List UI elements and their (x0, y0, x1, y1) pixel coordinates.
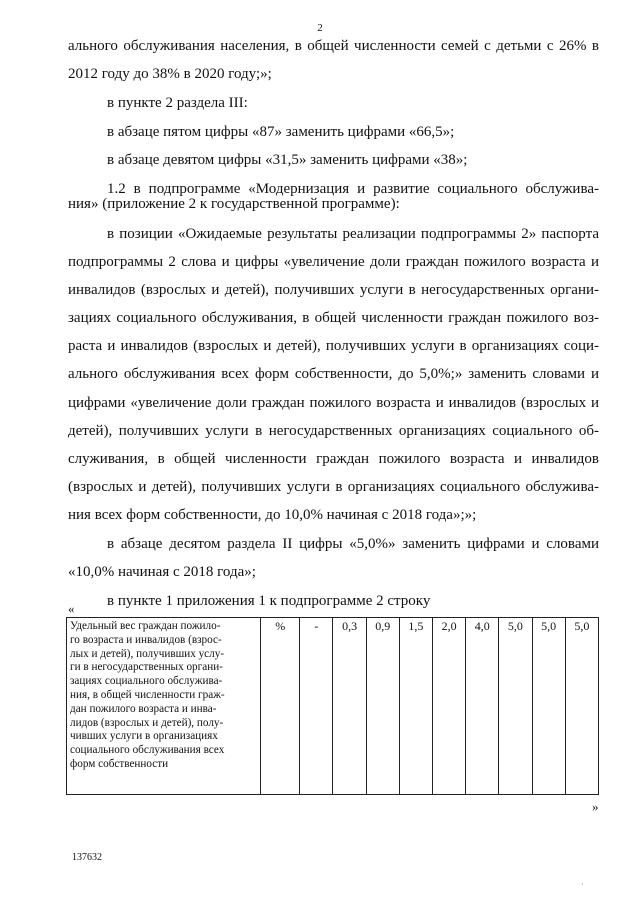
description-line: форм собственности (70, 757, 169, 770)
description-line: зациях социального обслужива- (70, 675, 223, 688)
value-cell: 0,3 (333, 618, 366, 795)
value-cell: 5,0 (532, 618, 565, 795)
value-cell: - (300, 618, 333, 795)
paragraph-line: ального обслуживания населения, в общей численности семей с детьми с 26% в (68, 38, 599, 54)
indicator-description-cell (67, 618, 261, 795)
paragraph-line: в абзаце пятом цифры «87» заменить цифрами «66,5»; (107, 124, 455, 140)
paragraph-line: (взрослых и детей), получивших услуги в организациях социального обслужива- (68, 479, 599, 495)
paragraph-line: раста и инвалидов (взрослых и детей), получивших услуги в организациях соци- (68, 338, 599, 354)
page-number: 2 (317, 22, 323, 34)
value-cell: 0,9 (366, 618, 399, 795)
description-line: лых и детей), получивших услу- (70, 647, 225, 660)
value-cell: 5,0 (499, 618, 532, 795)
paragraph-line: зациях социального обслуживания, в общей численности граждан пожилого воз- (68, 310, 599, 326)
paragraph-line: 2012 году до 38% в 2020 году;»; (68, 66, 272, 82)
paragraph-line: 1.2 в подпрограмме «Модернизация и развитие социального обслужива- (107, 181, 599, 197)
paragraph-line: ального обслуживания всех форм собственности, до 5,0%;» заменить словами и (68, 366, 599, 382)
description-line: Удельный вес граждан пожило- (70, 620, 221, 632)
description-line: социального обслуживания всех (70, 744, 225, 757)
paragraph-line: в позиции «Ожидаемые результаты реализации подпрограммы 2» паспорта (107, 226, 599, 242)
indicator-table (66, 617, 599, 795)
opening-quote: « (68, 601, 75, 616)
value-cell: 4,0 (466, 618, 499, 795)
paragraph-line: детей), получивших услуги в негосударственных организациях социального об- (68, 423, 599, 439)
paragraph-line: в пункте 2 раздела III: (107, 95, 248, 111)
paragraph-line: служивания, в общей численности граждан пожилого возраста и инвалидов (68, 451, 599, 467)
paragraph-line: подпрограммы 2 слова и цифры «увеличение доли граждан пожилого возраста и (68, 254, 599, 270)
paragraph-line: ния» (приложение 2 к государственной программе): (68, 196, 400, 212)
description-line: дан пожилого возраста и инва- (70, 702, 217, 715)
value-cell: 5,0 (565, 618, 598, 795)
description-line: го возраста и инвалидов (взрос- (70, 633, 222, 646)
description-line: ния, в общей численности граж- (70, 688, 225, 701)
paragraph-line: цифрами «увеличение доли граждан пожилого возраста и инвалидов (взрослых и (68, 395, 599, 411)
paragraph-line: в пункте 1 приложения 1 к подпрограмме 2 строку (107, 593, 431, 609)
unit-cell: % (261, 618, 300, 795)
document-code: 137632 (72, 852, 102, 863)
closing-quote: » (592, 799, 599, 814)
description-line: лидов (взрослых и детей), полу- (70, 716, 224, 729)
paragraph-line: ния всех форм собственности, до 10,0% начиная с 2018 года»;»; (68, 507, 477, 523)
paragraph-line: в абзаце девятом цифры «31,5» заменить цифрами «38»; (107, 152, 468, 168)
paragraph-line: в абзаце десятом раздела II цифры «5,0%» заменить цифрами и словами (107, 536, 599, 552)
description-line: чивших услуги в организациях (70, 730, 218, 743)
scan-mark: · (581, 880, 584, 889)
table-row (67, 618, 599, 795)
paragraph-line: инвалидов (взрослых и детей), получивших услуги в негосударственных органи- (68, 282, 599, 298)
value-cell: 1,5 (399, 618, 432, 795)
value-cell: 2,0 (433, 618, 466, 795)
paragraph-line: «10,0% начиная с 2018 года»; (68, 564, 256, 580)
description-line: ги в негосударственных органи- (70, 661, 223, 674)
